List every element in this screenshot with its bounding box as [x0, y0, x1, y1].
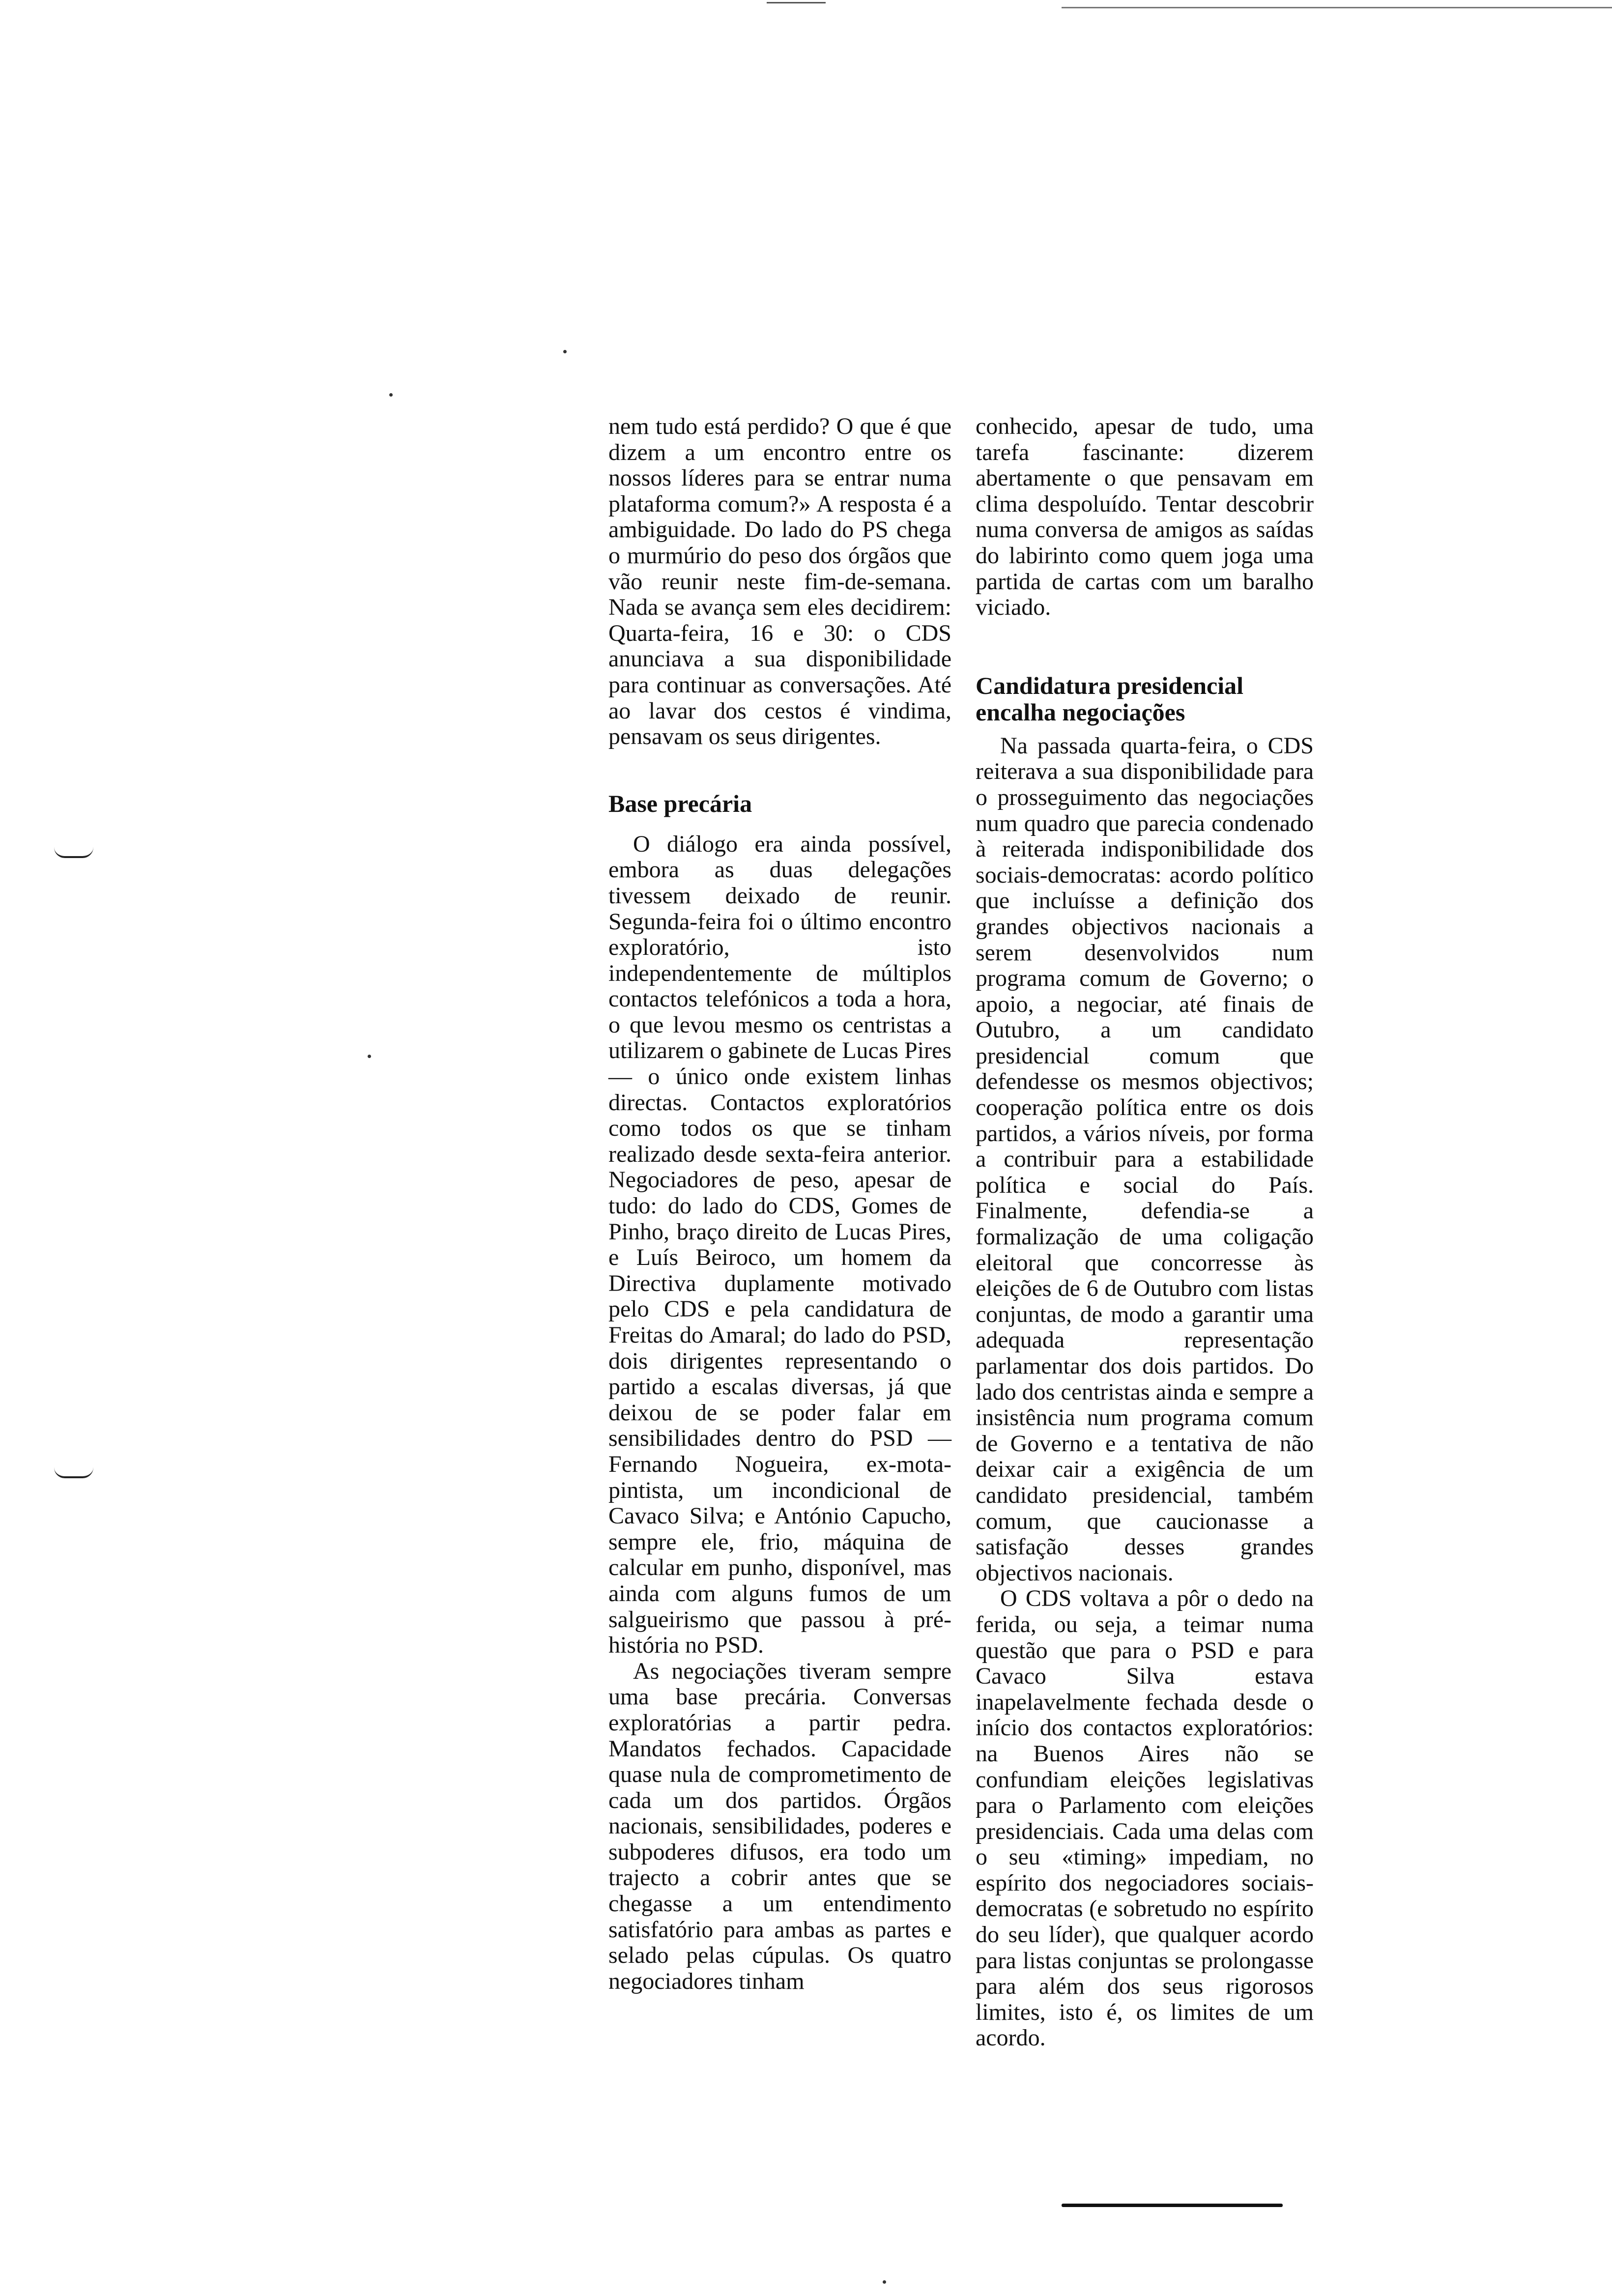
scan-speck [883, 2280, 886, 2284]
binder-hole-mark [54, 847, 93, 858]
scan-speck [368, 1055, 371, 1058]
article-paragraph: Na passada quarta-feira, o CDS reiterava a sua disponibilidade para o prosseguimento das negociações num quadro que parecia condenado à reiterada indisponibilidade dos sociais-democratas: acordo político que incluísse a definição dos grandes objectivos nacionais a serem desenvolvidos num programa comum de Governo; o apoio, a negociar, até finais de Outubro, a um candidato presidencial comum que defendesse os mesmos objectivos; cooperação política entre os dois partidos, a vários níveis, por forma a contribuir para a estabilidade política e social do País. Finalmente, defendia-se a formalização de uma coligação eleitoral que concorresse às eleições de 6 de Outubro com listas conjuntas, de modo a garantir uma adequada representação parlamentar dos dois partidos. Do lado dos centristas ainda e sempre a insistência num programa comum de Governo e a tentativa de não deixar cair a exigência de um candidato presidencial, também comum, que caucionasse a satisfação desses grandes objectivos nacionais. [976, 732, 1314, 1586]
article-paragraph: conhecido, apesar de tudo, uma tarefa fascinante: dizerem abertamente o que pensavam em clima despoluído. Tentar descobrir numa conversa de amigos as saídas do labirinto como quem joga uma partida de cartas com um baralho viciado. [976, 413, 1314, 621]
section-heading-line: encalha negociações [976, 698, 1185, 726]
scan-top-rule [1062, 7, 1612, 8]
article-paragraph: O diálogo era ainda possível, embora as duas delegações tivessem deixado de reunir. Segunda-feira foi o último encontro exploratório, isto independentemente de múltiplos contactos telefónicos a toda a hora, o que levou mesmo os centristas a utilizarem o gabinete de Lucas Pires — o único onde existem linhas directas. Contactos exploratórios como todos os que se tinham realizado desde sexta-feira anterior. Negociadores de peso, apesar de tudo: do lado do CDS, Gomes de Pinho, braço direito de Lucas Pires, e Luís Beiroco, um homem da Directiva duplamente motivado pelo CDS e pela candidatura de Freitas do Amaral; do lado do PSD, dois dirigentes representando o partido a escalas diversas, já que deixou de se poder falar em sensibilidades dentro do PSD — Fernando Nogueira, ex-mota-pintista, um incondicional de Cavaco Silva; e António Capucho, sempre ele, frio, máquina de calcular em punho, disponível, mas ainda com alguns fumos de um salgueirismo que passou à pré-história no PSD. [608, 831, 951, 1659]
article-paragraph: nem tudo está perdido? O que é que dizem a um encontro entre os nossos líderes para se entrar numa plataforma comum?» A resposta é a ambiguidade. Do lado do PS chega o murmúrio do peso dos órgãos que vão reunir neste fim-de-semana. Nada se avança sem eles decidirem: Quarta-feira, 16 e 30: o CDS anunciava a sua disponibilidade para continuar as conversações. Até ao lavar dos cestos é vindima, pensavam os seus dirigentes. [608, 413, 951, 750]
article-column-left [608, 414, 951, 1994]
end-rule [1062, 2204, 1283, 2207]
scan-speck [389, 393, 393, 397]
article-paragraph: As negociações tiveram sempre uma base precária. Conversas exploratórias a partir pedra. Mandatos fechados. Capacidade quase nula de comprometimento de cada um dos partidos. Órgãos nacionais, sensibilidades, poderes e subpoderes difusos, era todo um trajecto a cobrir antes que se chegasse a um entendimento satisfatório para ambas as partes e selado pelas cúpulas. Os quatro negociadores tinham [608, 1658, 951, 1994]
article-column-right [976, 414, 1314, 2051]
scan-speck [563, 350, 567, 353]
scan-top-rule [767, 2, 826, 3]
binder-hole-mark [54, 1467, 93, 1478]
section-heading-line: Candidatura presidencial [976, 671, 1243, 699]
section-heading [976, 672, 1314, 725]
section-heading: Base precária [608, 789, 752, 817]
article-paragraph: O CDS voltava a pôr o dedo na ferida, ou seja, a teimar numa questão que para o PSD e para Cavaco Silva estava inapelavelmente fechada desde o início dos contactos exploratórios: na Buenos Aires não se confundiam eleições legislativas para o Parlamento com eleições presidenciais. Cada uma delas com o seu «timing» impediam, no espírito dos negociadores sociais-democratas (e sobretudo no espírito do seu líder), que qualquer acordo para listas conjuntas se prolongasse para além dos seus rigorosos limites, isto é, os limites de um acordo. [976, 1585, 1314, 2051]
